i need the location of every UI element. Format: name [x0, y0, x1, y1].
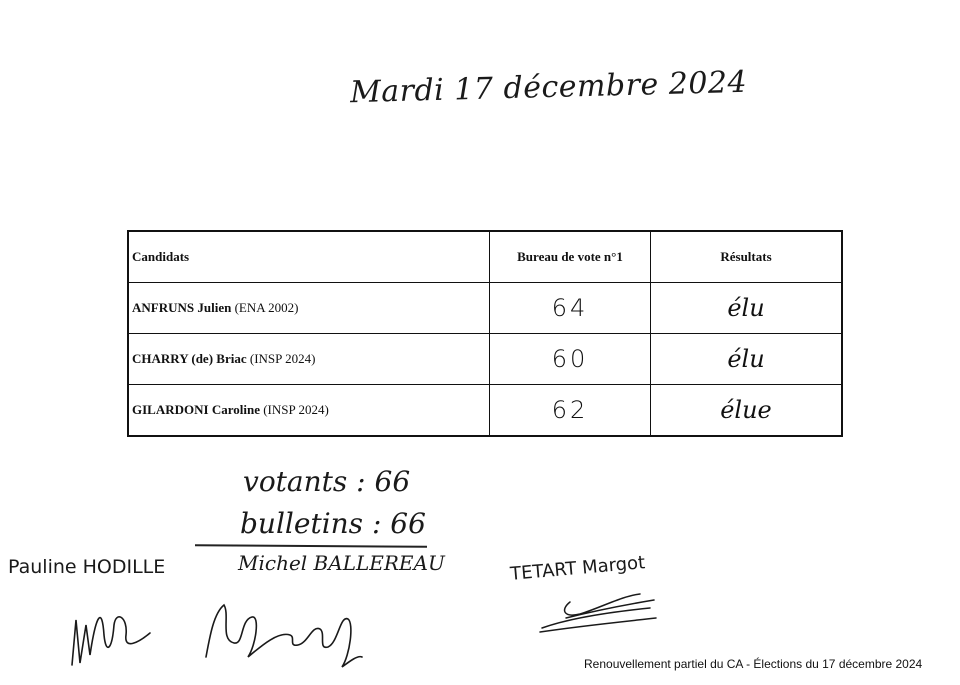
footer-caption: Renouvellement partiel du CA - Élections du 17 décembre 2024 [584, 657, 923, 671]
votants-count: votants : 66 [243, 465, 411, 498]
handwritten-date: Mardi 17 décembre 2024 [349, 64, 748, 111]
result-cell: élu [651, 334, 843, 385]
votes-cell: 60 [490, 334, 651, 385]
header-candidats: Candidats [128, 231, 490, 283]
candidate-cell [128, 385, 490, 437]
signature-scribble-2 [200, 595, 365, 675]
result-cell: élue [651, 385, 843, 437]
signature-scribble-3 [530, 588, 660, 636]
candidate-promo: (INSP 2024) [249, 351, 316, 366]
result-cell: élu [651, 283, 843, 334]
tally-divider [195, 544, 427, 548]
table-header-row [128, 231, 842, 283]
results-table [127, 230, 843, 437]
header-resultats: Résultats [651, 231, 843, 283]
table-row [128, 283, 842, 334]
candidate-cell [128, 334, 490, 385]
signature-name-ballereau: Michel BALLEREAU [238, 551, 445, 575]
bulletins-count: bulletins : 66 [240, 507, 426, 540]
candidate-cell [128, 283, 490, 334]
signature-name-hodille: Pauline HODILLE [8, 556, 166, 578]
candidate-name: CHARRY (de) Briac [132, 351, 247, 366]
votes-cell: 62 [490, 385, 651, 437]
table-row [128, 385, 842, 437]
signature-scribble-1 [68, 595, 158, 675]
candidate-name: GILARDONI Caroline [132, 402, 260, 417]
signature-name-tetart: TETART Margot [509, 552, 647, 585]
header-bureau: Bureau de vote n°1 [490, 231, 651, 283]
votes-cell: 64 [490, 283, 651, 334]
table-row [128, 334, 842, 385]
candidate-name: ANFRUNS Julien [132, 300, 232, 315]
candidate-promo: (ENA 2002) [234, 300, 299, 315]
candidate-promo: (INSP 2024) [263, 402, 329, 417]
